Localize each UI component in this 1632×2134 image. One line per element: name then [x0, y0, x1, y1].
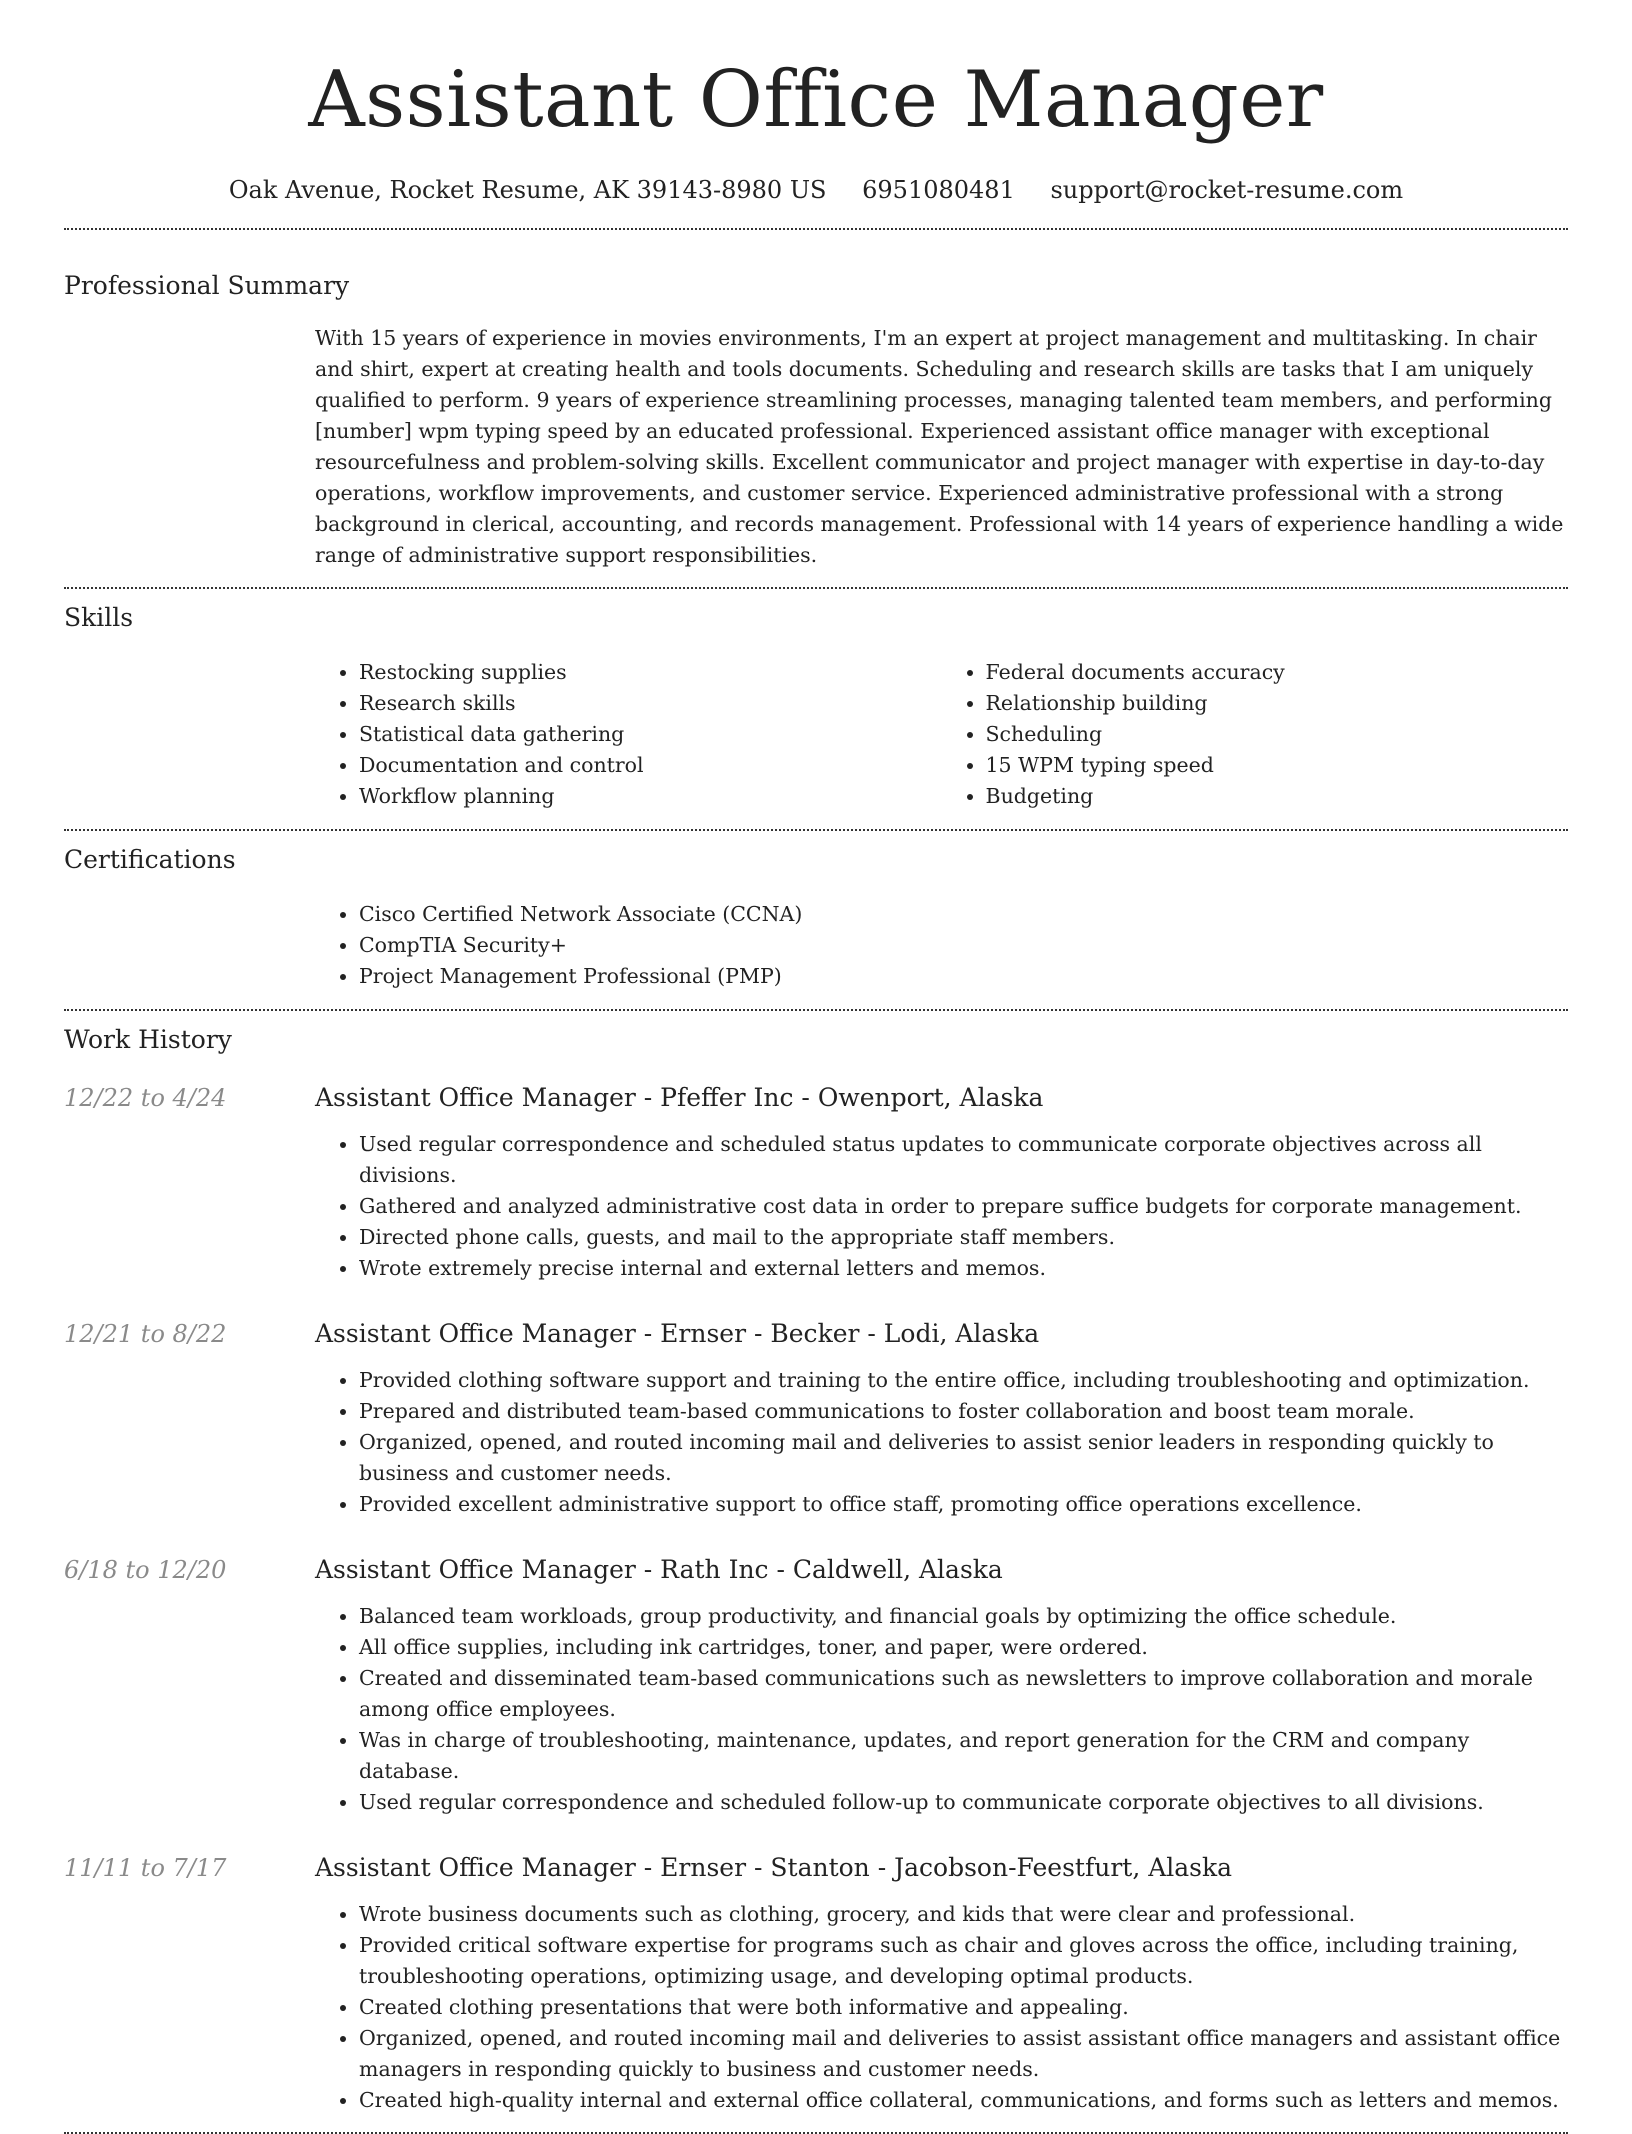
skills-list-left [315, 657, 942, 812]
job-bullet: • Provided critical software expertise for programs such as chair and gloves across the office, including training, troubleshooting operations, optimizing usage, and developing optimal products. [359, 1930, 1568, 1992]
skills-list-right [942, 657, 1569, 812]
contact-address: Oak Avenue, Rocket Resume, AK 39143-8980 US [228, 176, 827, 204]
job-bullet: • Directed phone calls, guests, and mail to the appropriate staff members. [359, 1222, 1568, 1253]
skill-item: • Relationship building [986, 688, 1569, 719]
job-bullets [315, 1899, 1568, 2116]
certification-item: • Project Management Professional (PMP) [359, 961, 1568, 992]
job-bullet: • Created and disseminated team-based communications such as newsletters to improve collaboration and morale among office employees. [359, 1663, 1568, 1725]
contact-line [64, 174, 1568, 206]
skill-item: • Restocking supplies [359, 657, 942, 688]
job-entry [64, 1318, 1568, 1520]
skill-item: • Scheduling [986, 719, 1569, 750]
job-bullet: • Used regular correspondence and scheduled follow-up to communicate corporate objectives to all divisions. [359, 1787, 1568, 1818]
job-entry [64, 1852, 1568, 2116]
job-bullet: • All office supplies, including ink cartridges, toner, and paper, were ordered. [359, 1632, 1568, 1663]
contact-email: support@rocket-resume.com [1050, 176, 1404, 204]
section-title-skills: Skills [64, 603, 134, 632]
contact-phone: 6951080481 [862, 176, 1015, 204]
job-title: Assistant Office Manager - Ernser - Becker - Lodi, Alaska [315, 1319, 1040, 1348]
section-title-summary: Professional Summary [64, 271, 350, 300]
job-bullet: • Created clothing presentations that were both informative and appealing. [359, 1992, 1568, 2023]
section-title-certifications: Certifications [64, 845, 236, 874]
job-details [315, 1365, 1568, 1520]
job-bullet: • Used regular correspondence and scheduled status updates to communicate corporate objectives across all divisions. [359, 1129, 1568, 1191]
skills-grid [315, 657, 1568, 812]
job-details [315, 1601, 1568, 1818]
certification-item: • Cisco Certified Network Associate (CCNA) [359, 899, 1568, 930]
job-details [315, 1129, 1568, 1284]
job-bullet: • Gathered and analyzed administrative cost data in order to prepare suffice budgets for corporate management. [359, 1191, 1568, 1222]
skill-item: • Workflow planning [359, 781, 942, 812]
skill-item: • Budgeting [986, 781, 1569, 812]
job-dates: 11/11 to 7/17 [64, 1854, 227, 1882]
certification-item: • CompTIA Security+ [359, 930, 1568, 961]
job-bullet: • Wrote business documents such as clothing, grocery, and kids that were clear and professional. [359, 1899, 1568, 1930]
divider [64, 587, 1568, 589]
certifications-list [315, 899, 1568, 992]
job-dates: 6/18 to 12/20 [64, 1556, 227, 1584]
section-title-work-history: Work History [64, 1025, 232, 1054]
job-bullets [315, 1601, 1568, 1818]
skill-item: • Statistical data gathering [359, 719, 942, 750]
skill-item: • 15 WPM typing speed [986, 750, 1569, 781]
resume-page [64, 0, 1568, 2134]
summary-content [315, 323, 1568, 571]
job-dates: 12/22 to 4/24 [64, 1084, 227, 1112]
job-bullet: • Provided excellent administrative support to office staff, promoting office operations excellence. [359, 1489, 1568, 1520]
job-title: Assistant Office Manager - Ernser - Stanton - Jacobson-Feestfurt, Alaska [315, 1853, 1233, 1882]
job-bullet: • Wrote extremely precise internal and external letters and memos. [359, 1253, 1568, 1284]
job-bullet: • Created high-quality internal and external office collateral, communications, and forms such as letters and memos. [359, 2085, 1568, 2116]
job-title: Assistant Office Manager - Pfeffer Inc - Owenport, Alaska [315, 1083, 1044, 1112]
job-bullet: • Organized, opened, and routed incoming mail and deliveries to assist assistant office managers and assistant office managers in responding quickly to business and customer needs. [359, 2023, 1568, 2085]
certifications-content [315, 899, 1568, 992]
job-dates: 12/21 to 8/22 [64, 1320, 227, 1348]
job-entry [64, 1554, 1568, 1818]
divider [64, 1009, 1568, 1011]
divider [64, 829, 1568, 831]
resume-name: Assistant Office Manager [308, 55, 1324, 145]
skill-item: • Documentation and control [359, 750, 942, 781]
job-details [315, 1899, 1568, 2116]
job-bullet: • Organized, opened, and routed incoming mail and deliveries to assist senior leaders in responding quickly to business and customer needs. [359, 1427, 1568, 1489]
job-bullet: • Provided clothing software support and training to the entire office, including troubleshooting and optimization. [359, 1365, 1568, 1396]
summary-text: With 15 years of experience in movies environments, I'm an expert at project management and multitasking. In chair and shirt, expert at creating health and tools documents. Scheduling and research skills are tasks that I am uniquely qualified to perform. 9 years of experience streamlining processes, managing talented team members, and performing [number] wpm typing speed by an educated professional. Experienced assistant office manager with exceptional resourcefulness and problem-solving skills. Excellent communicator and project manager with expertise in day-to-day operations, workflow improvements, and customer service. Experienced administrative professional with a strong background in clerical, accounting, and records management. Professional with 14 years of experience handling a wide range of administrative support responsibilities. [315, 326, 1564, 567]
job-bullets [315, 1129, 1568, 1284]
job-bullets [315, 1365, 1568, 1520]
divider [64, 228, 1568, 230]
skill-item: • Federal documents accuracy [986, 657, 1569, 688]
job-bullet: • Was in charge of troubleshooting, maintenance, updates, and report generation for the CRM and company database. [359, 1725, 1568, 1787]
job-bullet: • Balanced team workloads, group productivity, and financial goals by optimizing the office schedule. [359, 1601, 1568, 1632]
job-title: Assistant Office Manager - Rath Inc - Caldwell, Alaska [315, 1555, 1003, 1584]
skill-item: • Research skills [359, 688, 942, 719]
job-bullet: • Prepared and distributed team-based communications to foster collaboration and boost team morale. [359, 1396, 1568, 1427]
job-entry [64, 1082, 1568, 1284]
